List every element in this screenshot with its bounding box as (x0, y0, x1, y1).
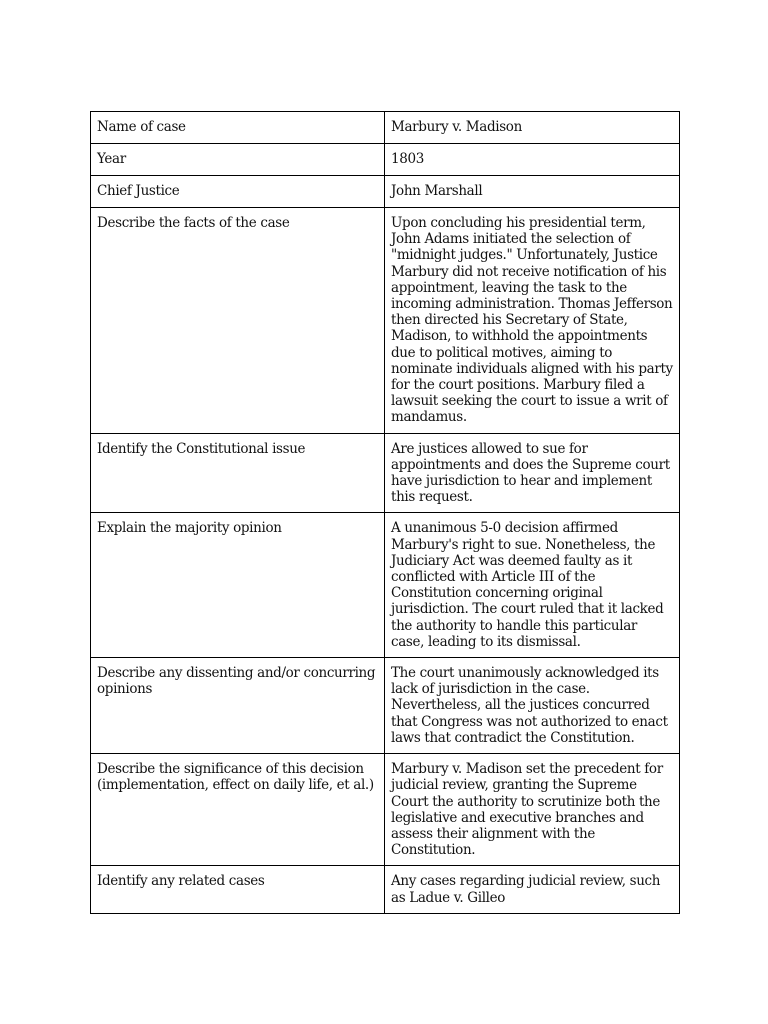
table-row-majority-opinion (91, 513, 680, 658)
row-label: Explain the majority opinion (97, 520, 282, 537)
value-cell (385, 144, 680, 176)
value-cell (385, 754, 680, 866)
case-brief-table (90, 111, 680, 914)
label-cell (91, 112, 385, 144)
value-cell (385, 513, 680, 658)
label-cell (91, 433, 385, 513)
label-cell (91, 176, 385, 208)
row-label: Identify any related cases (97, 873, 265, 890)
row-label: Name of case (97, 119, 186, 135)
table-row-chief-justice (91, 176, 680, 208)
row-value: The court unanimously acknowledged its lack of jurisdiction in the case. Nevertheless, all the justices concurred that Congress was not authorized to enact laws that contradict the Constitution. (391, 665, 668, 746)
table-row-facts (91, 208, 680, 434)
table-row-significance (91, 754, 680, 866)
value-cell (385, 866, 680, 914)
value-cell (385, 658, 680, 754)
table-row-constitutional-issue (91, 433, 680, 513)
value-cell (385, 176, 680, 208)
row-value: 1803 (391, 151, 424, 167)
label-cell (91, 513, 385, 658)
row-label: Chief Justice (97, 183, 180, 199)
table-row-related-cases (91, 866, 680, 914)
table-row-name-of-case (91, 112, 680, 144)
label-cell (91, 208, 385, 434)
row-value: Any cases regarding judicial review, such as Ladue v. Gilleo (391, 873, 661, 906)
row-value: Marbury v. Madison (391, 119, 522, 135)
row-value: Marbury v. Madison set the precedent for judicial review, granting the Supreme Court the authority to scrutinize both the legislative and executive branches and assess their alignment with the Constitution. (391, 761, 663, 859)
label-cell (91, 658, 385, 754)
row-label: Describe the facts of the case (97, 215, 290, 231)
label-cell (91, 144, 385, 176)
row-label: Describe the significance of this decision (implementation, effect on daily life, et al.) (97, 761, 374, 794)
row-label: Identify the Constitutional issue (97, 440, 306, 457)
row-value: A unanimous 5-0 decision affirmed Marbury's right to sue. Nonetheless, the Judiciary Act was deemed faulty as it conflicted with Article III of the Constitution concerning original jurisdiction. The court ruled that it lacked the authority to handle this particular case, leading to its dismissal. (391, 520, 664, 650)
row-label: Year (97, 151, 126, 167)
row-label: Describe any dissenting and/or concurring opinions (97, 665, 376, 698)
value-cell (385, 112, 680, 144)
value-cell (385, 433, 680, 513)
label-cell (91, 754, 385, 866)
row-value: Upon concluding his presidential term, John Adams initiated the selection of "midnight judges." Unfortunately, Justice Marbury did not receive notification of his appointment, leaving the task to the incoming administration. Thomas Jefferson then directed his Secretary of State, Madison, to withhold the appointments due to political motives, aiming to nominate individuals aligned with his party for the court positions. Marbury filed a lawsuit seeking the court to issue a writ of mandamus. (391, 215, 673, 426)
table-row-dissenting-opinions (91, 658, 680, 754)
label-cell (91, 866, 385, 914)
row-value: John Marshall (391, 183, 483, 199)
row-value: Are justices allowed to sue for appointments and does the Supreme court have jurisdiction to hear and implement this request. (391, 440, 670, 506)
table-row-year (91, 144, 680, 176)
value-cell (385, 208, 680, 434)
